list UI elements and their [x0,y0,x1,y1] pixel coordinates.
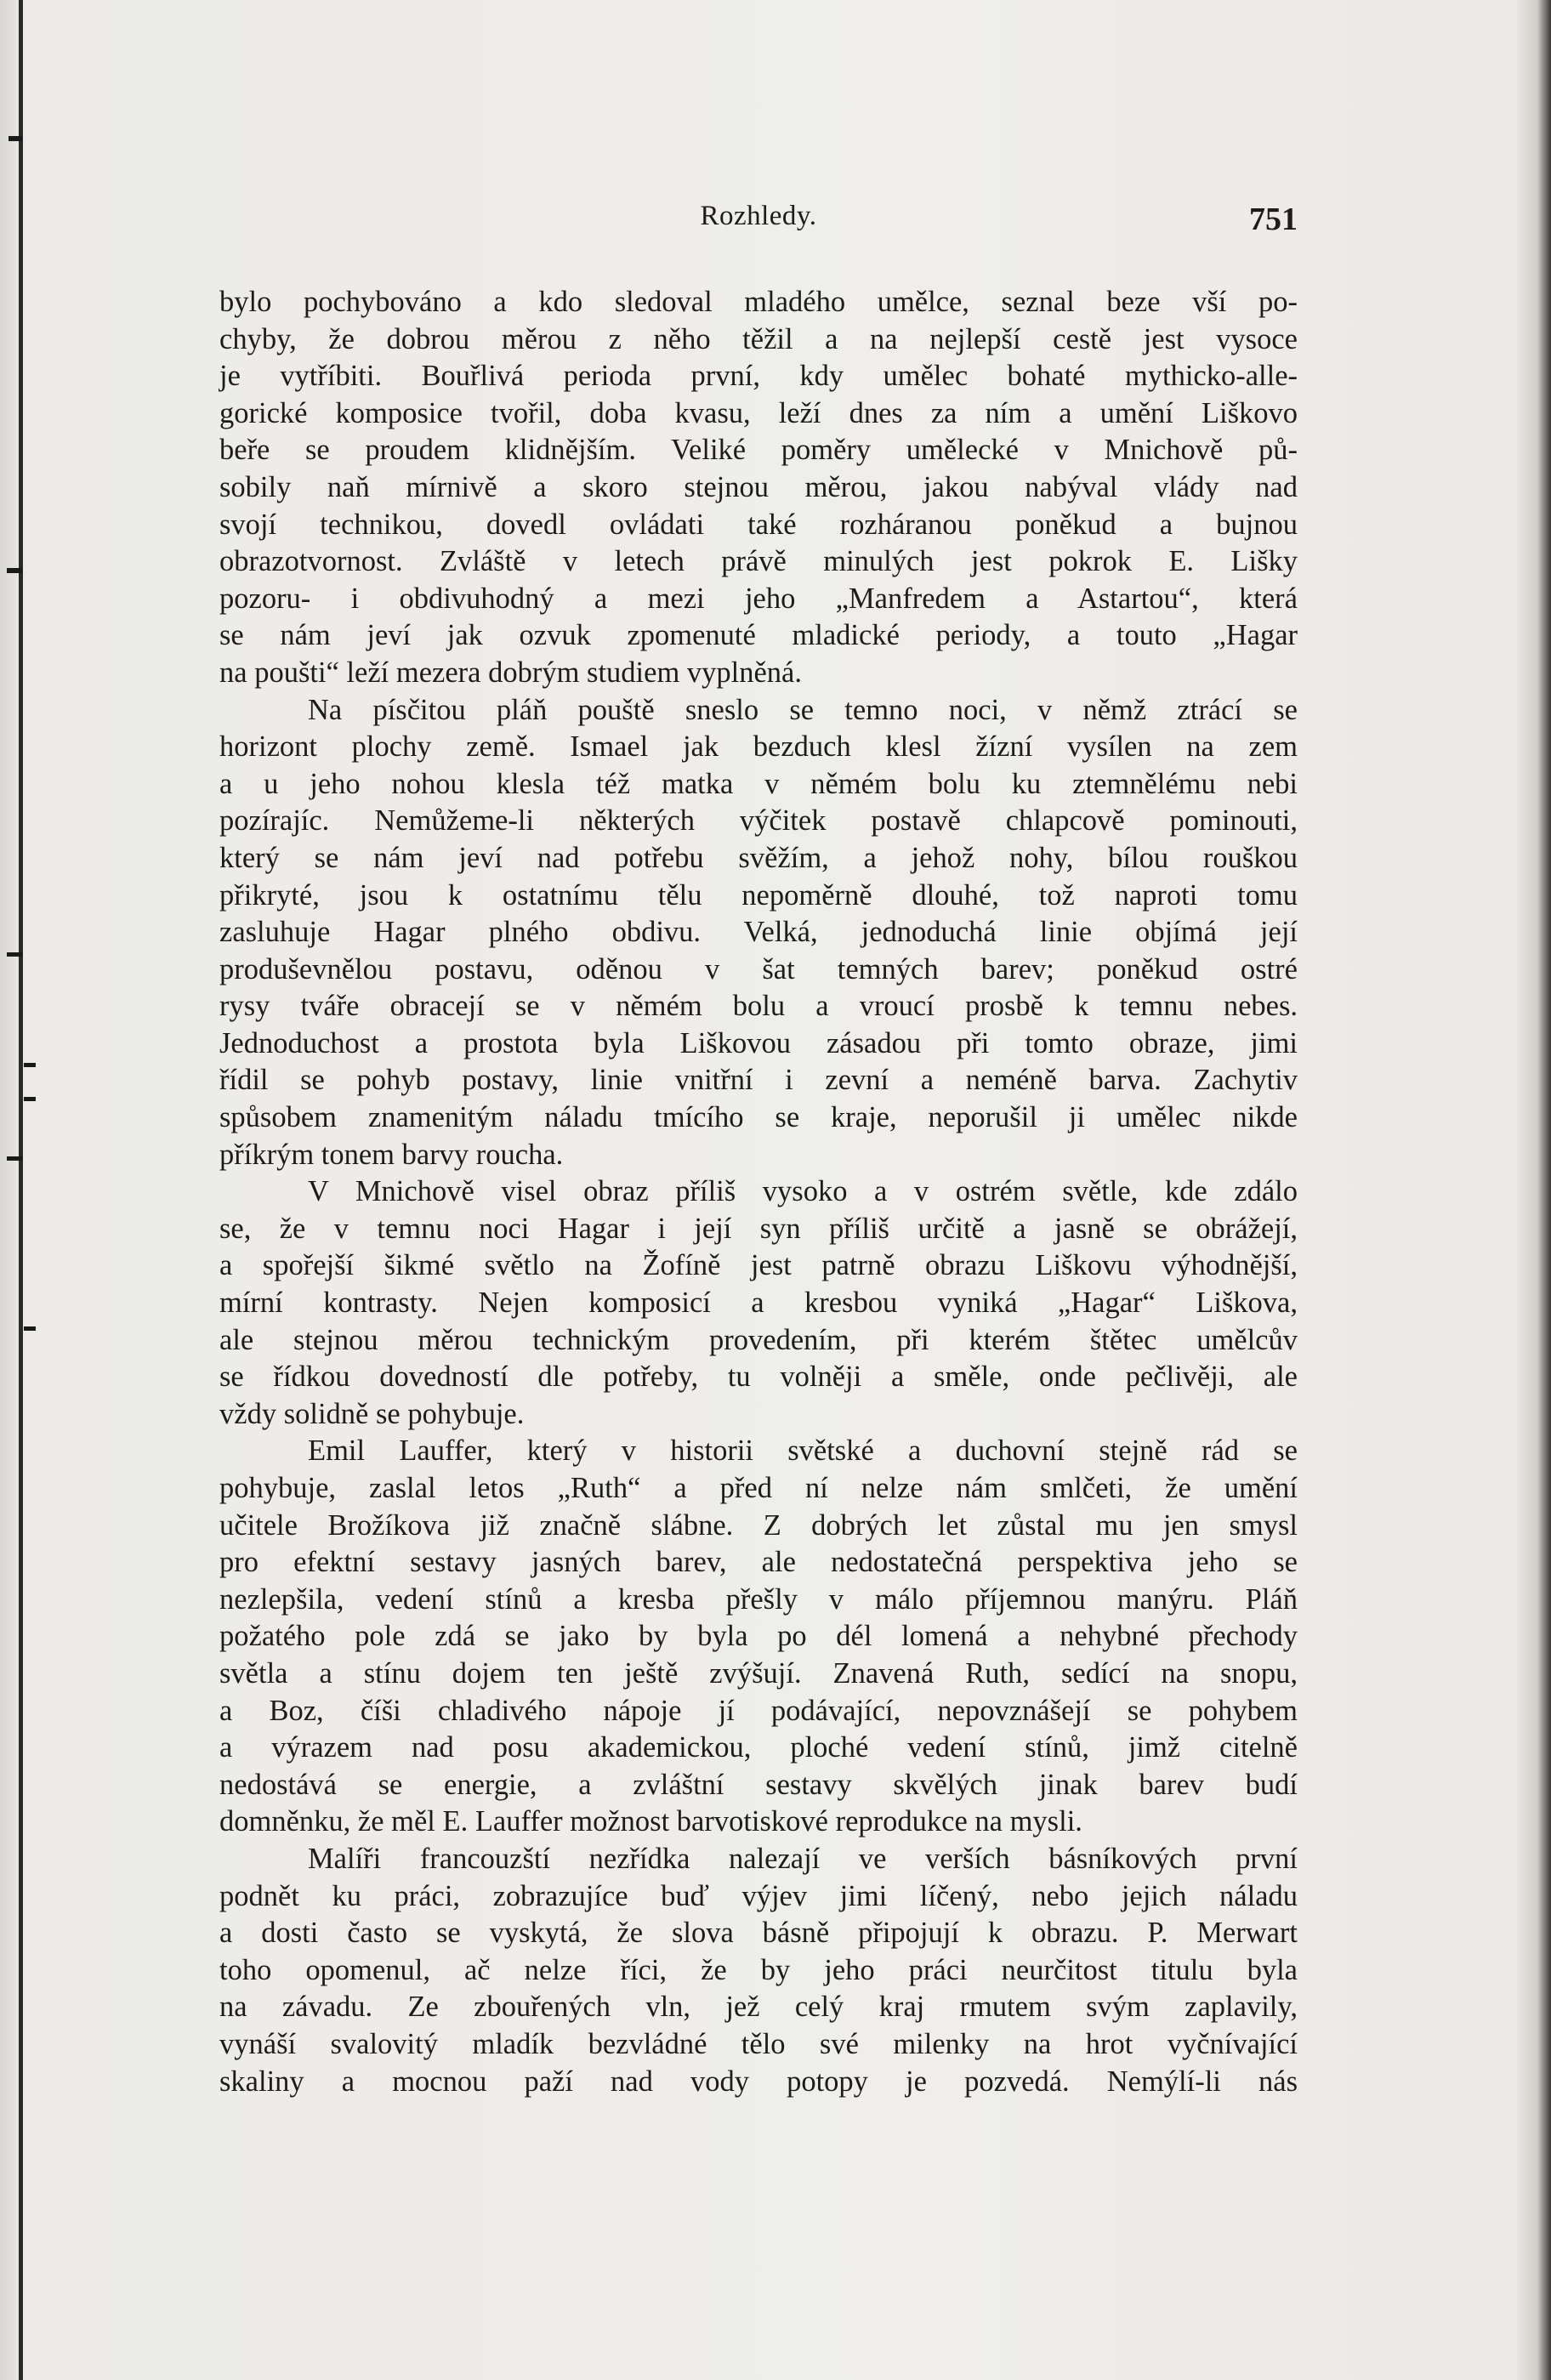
text-line: vynáší svalovitý mladík bezvládné tělo své milenky na hrot vyčnívající [219,2027,1298,2060]
text-line: spůsobem znamenitým náladu tmícího se kraje, neporušil ji umělec nikde [219,1101,1298,1134]
margin-mark [7,1156,22,1161]
text-line: a výrazem nad posu akademickou, ploché vedení stínů, jimž citelně [219,1731,1298,1764]
text-line: bylo pochybováno a kdo sledoval mladého umělce, seznal beze vší po- [219,286,1298,318]
text-line: a dosti často se vyskytá, že slova básně připojují k obrazu. P. Merwart [219,1917,1298,1950]
text-line: na poušti“ leží mezera dobrým studiem vyplněná. [219,656,802,689]
text-line: Emil Lauffer, který v historii světské a duchovní stejně rád se [308,1434,1298,1468]
margin-mark [9,136,22,141]
text-line: který se nám jeví nad potřebu svěžím, a jehož nohy, bílou rouškou [219,841,1298,874]
text-line: Na písčitou pláň pouště sneslo se temno noci, v němž ztrácí se [308,693,1298,726]
text-line: Malíři francouzští nezřídka nalezají ve verších básníkových první [308,1842,1298,1875]
text-line: je vytříbiti. Bouřlivá perioda první, kdy umělec bohaté mythicko-alle- [219,360,1298,393]
text-line: sobily naň mírnivě a skoro stejnou měrou, jakou nabýval vlády nad [219,470,1298,503]
text-line: řídil se pohyb postavy, linie vnitřní i zevní a neméně barva. Zachytiv [219,1064,1298,1097]
scan-right-edge [1517,0,1551,2380]
text-line: gorické komposice tvořil, doba kvasu, leží dnes za ním a umění Liškovo [219,396,1298,429]
text-line: svojí technikou, dovedl ovládati také rozháranou poněkud a bujnou [219,508,1298,541]
page-header [219,201,1298,243]
scan-left-edge [19,0,23,2380]
text-line: se, že v temnu noci Hagar i její syn příliš určitě a jasně se obrážejí, [219,1212,1298,1245]
text-line: světla a stínu dojem ten ještě zvýšují. Znavená Ruth, sedící na snopu, [219,1656,1298,1690]
text-line: se nám jeví jak ozvuk zpomenuté mladické periody, a touto „Hagar [219,619,1298,652]
text-line: skaliny a mocnou paží nad vody potopy je pozvedá. Nemýlí-li nás [219,2065,1298,2098]
margin-mark [7,568,22,573]
margin-mark [7,952,22,957]
text-line: pro efektní sestavy jasných barev, ale nedostatečná perspektiva jeho se [219,1546,1298,1579]
text-line: produševnělou postavu, oděnou v šat temných barev; poněkud ostré [219,952,1298,986]
text-line: domněnku, že měl E. Lauffer možnost barvotiskové reprodukce na mysli. [219,1805,1082,1838]
text-line: beře se proudem klidnějším. Veliké poměry umělecké v Mnichově pů- [219,434,1298,467]
margin-mark [24,1097,36,1101]
running-head: Rozhledy. [700,201,817,231]
text-line: V Mnichově visel obraz příliš vysoko a v ostrém světle, kde zdálo [308,1175,1298,1208]
text-line: učitele Brožíkova již značně slábne. Z dobrých let zůstal mu jen smysl [219,1508,1298,1542]
text-line: zasluhuje Hagar plného obdivu. Velká, jednoduchá linie objímá její [219,916,1298,949]
text-line: příkrým tonem barvy roucha. [219,1138,564,1171]
text-line: pohybuje, zaslal letos „Ruth“ a před ní nelze nám smlčeti, že umění [219,1472,1298,1504]
text-line: a spořejší šikmé světlo na Žofíně jest patrně obrazu Liškovu výhodnější, [219,1249,1298,1282]
text-line: horizont plochy země. Ismael jak bezduch klesl žízní vysílen na zem [219,730,1298,764]
text-line: se řídkou dovedností dle potřeby, tu volněji a směle, onde pečlivěji, ale [219,1360,1298,1394]
text-line: mírní kontrasty. Nejen komposicí a kresbou vyniká „Hagar“ Liškova, [219,1287,1298,1320]
text-line: obrazotvornost. Zvláště v letech právě minulých jest pokrok E. Lišky [219,545,1298,578]
text-line: požatého pole zdá se jako by byla po dél lomená a nehybné přechody [219,1620,1298,1653]
body-text [219,284,1298,2100]
text-line: pozoru- i obdivuhodný a mezi jeho „Manfredem a Astartou“, která [219,582,1298,615]
text-line: podnět ku práci, zobrazujíce buď výjev jimi líčený, nebo jejich náladu [219,1879,1298,1912]
text-line: přikryté, jsou k ostatnímu tělu nepoměrně dlouhé, tož naproti tomu [219,878,1298,912]
text-line: Jednoduchost a prostota byla Liškovou zásadou při tomto obraze, jimi [219,1026,1298,1059]
text-line: pozírajíc. Nemůžeme-li některých výčitek postavě chlapcově pominouti, [219,804,1298,838]
text-line: vždy solidně se pohybuje. [219,1397,525,1430]
text-line: chyby, že dobrou měrou z něho těžil a na nejlepší cestě jest vysoce [219,322,1298,355]
text-line: rysy tváře obracejí se v němém bolu a vroucí prosbě k temnu nebes. [219,990,1298,1023]
text-line: a Boz, číši chladivého nápoje jí podávající, nepovznášejí se pohybem [219,1694,1298,1727]
text-line: toho opomenul, ač nelze říci, že by jeho práci neurčitost titulu byla [219,1953,1298,1986]
text-line: na závadu. Ze zbouřených vln, jež celý kraj rmutem svým zaplavily, [219,1991,1298,2024]
text-line: ale stejnou měrou technickým provedením, při kterém štětec umělcův [219,1323,1298,1356]
text-line: nedostává se energie, a zvláštní sestavy skvělých jinak barev budí [219,1768,1298,1801]
text-line: nezlepšila, vedení stínů a kresba přešly v málo příjemnou manýru. Pláň [219,1582,1298,1616]
text-line: a u jeho nohou klesla též matka v němém bolu ku ztemnělému nebi [219,767,1298,800]
margin-mark [24,1326,36,1331]
margin-mark [24,1063,36,1067]
page-number: 751 [1249,202,1298,237]
